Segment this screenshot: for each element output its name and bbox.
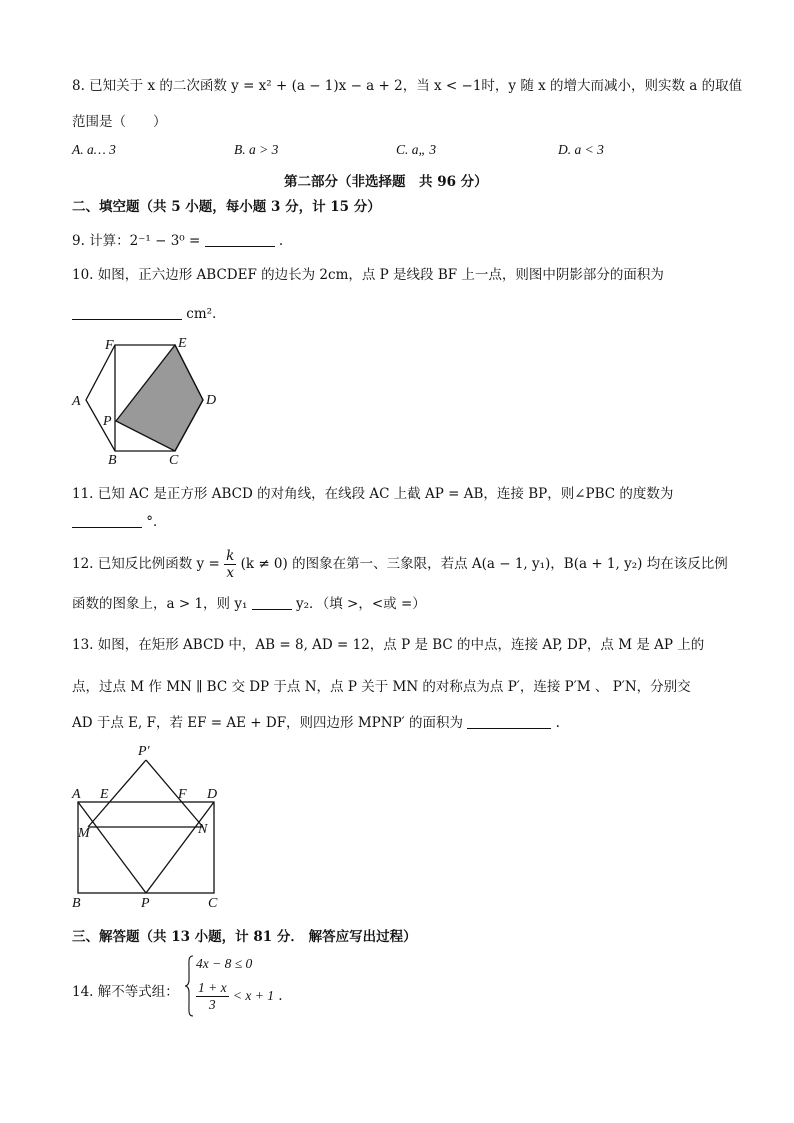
q8-line1: 8. 已知关于 x 的二次函数 y = x² + (a − 1)x − a + 2，当 x < −1时，y 随 x 的增大而减小，则实数 a 的取值	[72, 78, 743, 94]
q9-answer-blank[interactable]	[205, 232, 275, 247]
q14-fraction	[196, 980, 229, 1013]
q12-text-b: (k ≠ 0) 的图象在第一、三象限，若点 A(a − 1, y₁)，B(a + 1, y₂) 均在该反比例	[240, 556, 728, 572]
shaded-quadrilateral	[116, 345, 203, 451]
q13-line1: 13. 如图，在矩形 ABCD 中，AB = 8, AD = 12，点 P 是 BC 的中点，连接 AP, DP，点 M 是 AP 上的	[72, 637, 705, 653]
label-m: M	[78, 826, 90, 841]
q13-end: .	[555, 715, 560, 731]
q10-line1: 10. 如图，正六边形 ABCDEF 的边长为 2cm，点 P 是线段 BF 上一点，则图中阴影部分的面积为	[72, 267, 664, 283]
q14-inequality-1: 4x − 8 ≤ 0	[196, 956, 253, 971]
q12-text-d: y₂．（填 >，<或 =）	[295, 596, 426, 612]
label-c: C	[208, 896, 218, 911]
part2-title: 第二部分（非选择题 共 96 分）	[284, 174, 488, 190]
q14-inequality-2	[196, 980, 283, 1013]
q9-end: .	[278, 233, 284, 249]
segment-pp-n	[146, 760, 203, 827]
q12-line2	[72, 592, 426, 612]
q13-answer-blank[interactable]	[467, 714, 551, 729]
q12-text-a: 12. 已知反比例函数 y =	[72, 556, 220, 572]
q9-text: 9. 计算：2⁻¹ − 3⁰ =	[72, 233, 201, 249]
label-b: B	[108, 453, 117, 468]
q11-line2	[72, 510, 167, 530]
q13-line3	[72, 711, 560, 731]
q12-frac-den: x	[226, 565, 234, 581]
q12-frac-num: k	[226, 548, 235, 564]
q12-fraction	[224, 548, 236, 581]
segment-ap	[78, 802, 146, 893]
segment-pp-m	[88, 760, 146, 827]
q13-line2: 点，过点 M 作 MN ∥ BC 交 DP 于点 N，点 P 关于 MN 的对称点为点 P′，连接 P′M 、 P′N，分别交	[72, 679, 691, 695]
q11-answer-blank[interactable]	[72, 513, 142, 528]
section2-title: 二、填空题（共 5 小题，每小题 3 分，计 15 分）	[72, 199, 381, 215]
label-n: N	[198, 822, 208, 837]
label-a: A	[72, 787, 81, 802]
q14-label: 14. 解不等式组：	[72, 984, 179, 1000]
q8-option-c: C. a„ 3	[396, 142, 437, 157]
q14-frac-num: 1 + x	[198, 980, 227, 995]
q14-frac-den: 3	[208, 997, 216, 1012]
q8-option-b: B. a > 3	[234, 142, 279, 157]
q10-line2	[72, 302, 226, 322]
segment-dp	[146, 802, 214, 893]
q12-answer-blank[interactable]	[252, 595, 292, 610]
q11-line1: 11. 已知 AC 是正方形 ABCD 的对角线，在线段 AC 上截 AP = AB，连接 BP，则∠PBC 的度数为	[72, 486, 674, 502]
q14-inequality-2-rest: < x + 1	[232, 988, 274, 1003]
label-b: B	[72, 896, 81, 911]
q8-line2: 范围是（ ）	[72, 114, 167, 130]
q8-option-d: D. a < 3	[558, 142, 604, 157]
q10-unit: cm²．	[186, 306, 226, 322]
label-d: D	[206, 393, 217, 408]
hexagon-figure	[60, 330, 230, 470]
rectangle-figure	[66, 740, 236, 912]
q14-end: .	[278, 988, 283, 1004]
q12-text-c: 函数的图象上，a > 1，则 y₁	[72, 596, 248, 612]
q10-answer-blank[interactable]	[72, 305, 182, 320]
q12-line1	[72, 548, 728, 581]
label-f: F	[178, 787, 187, 802]
label-a: A	[72, 394, 81, 409]
section3-title: 三、解答题（共 13 小题，计 81 分． 解答应写出过程）	[72, 929, 417, 945]
label-f: F	[105, 338, 114, 353]
label-d: D	[207, 787, 218, 802]
left-brace-icon	[184, 955, 194, 1017]
label-p: P	[141, 896, 150, 911]
label-e: E	[178, 336, 187, 351]
q11-unit: °．	[146, 514, 167, 530]
q8-option-a: A. a… 3	[72, 142, 116, 157]
label-p-prime: P′	[138, 744, 150, 759]
label-c: C	[169, 453, 179, 468]
q13-text: AD 于点 E, F，若 EF = AE + DF，则四边形 MPNP′ 的面积为	[72, 715, 464, 731]
label-e: E	[100, 787, 109, 802]
label-p: P	[103, 414, 112, 429]
q9	[72, 229, 283, 249]
